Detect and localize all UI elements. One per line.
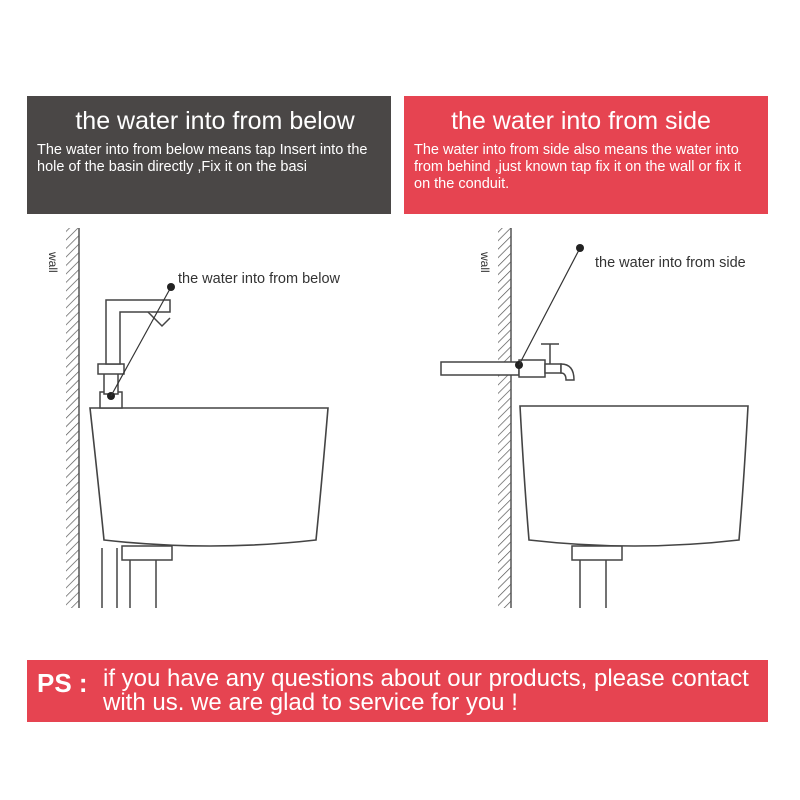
ps-message: if you have any questions about our products, please contact with us. we are glad to service for you ! bbox=[103, 665, 749, 716]
right-wall-label: wall bbox=[478, 252, 492, 273]
left-basin bbox=[90, 408, 328, 546]
side-conduit bbox=[441, 362, 519, 375]
below-install-title: the water into from below bbox=[75, 107, 355, 135]
side-install-title: the water into from side bbox=[451, 107, 711, 135]
below-install-description: The water into from below means tap Insert into the hole of the basin directly ,Fix it on the basi bbox=[37, 142, 368, 175]
ps-label: PS : bbox=[37, 668, 88, 698]
right-drain-pipe bbox=[572, 546, 622, 608]
side-install-description: The water into from side also means the water into from behind ,just known tap fix it on the wall or fix it on the conduit. bbox=[414, 142, 742, 192]
left-drain-pipe bbox=[102, 546, 172, 608]
side-callout-label: the water into from side bbox=[595, 255, 746, 271]
below-callout-label: the water into from below bbox=[178, 271, 340, 287]
right-basin bbox=[520, 406, 748, 546]
right-wall-hatch bbox=[498, 228, 511, 608]
side-install-drawing bbox=[441, 228, 748, 608]
below-callout-dot bbox=[167, 283, 175, 291]
left-wall-hatch bbox=[66, 228, 79, 608]
left-wall-label: wall bbox=[46, 252, 60, 273]
ps-contact-banner bbox=[27, 660, 768, 722]
side-faucet bbox=[515, 344, 574, 380]
side-callout-dot bbox=[576, 244, 584, 252]
